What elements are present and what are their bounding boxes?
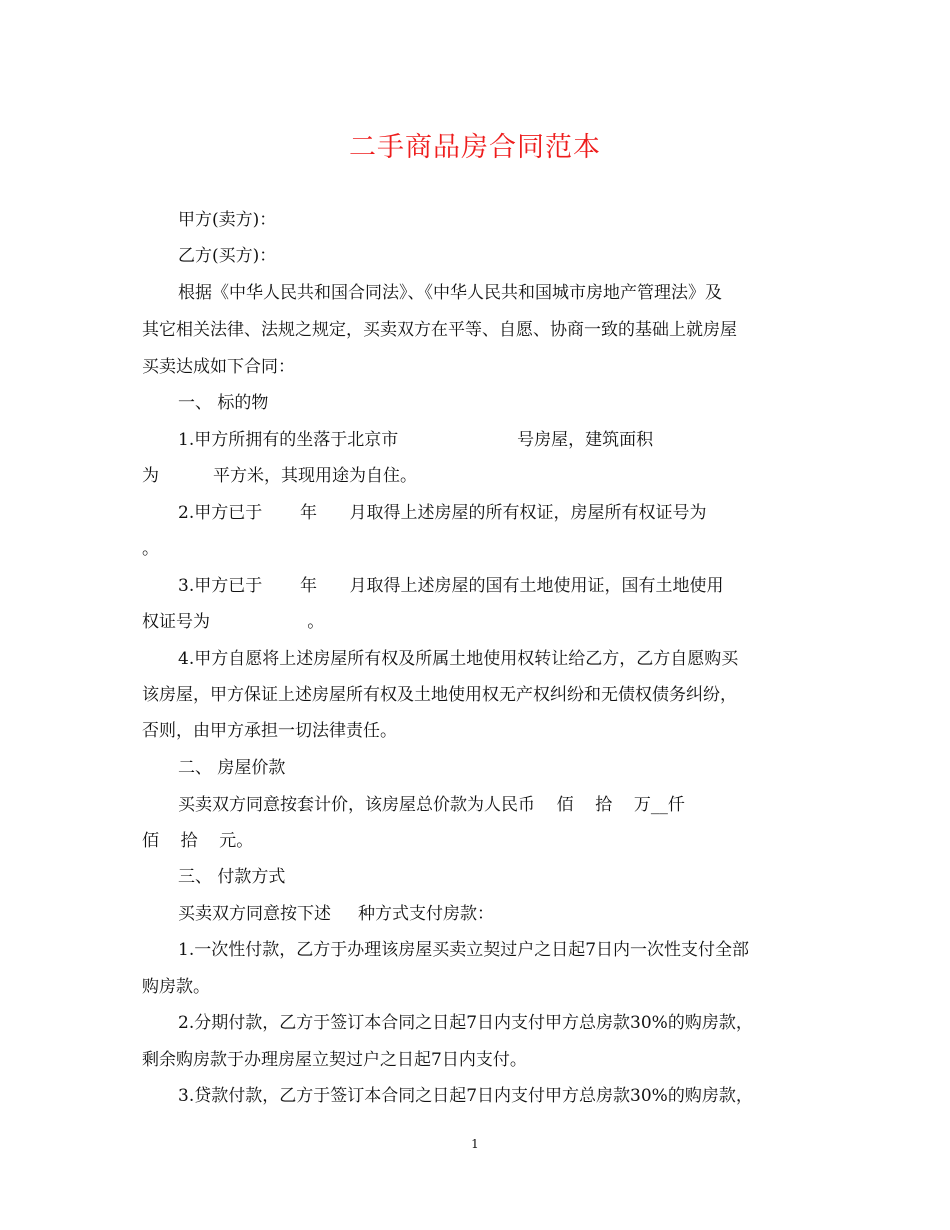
price-line-2: 佰 拾 元。 xyxy=(142,831,254,851)
page-number: 1 xyxy=(471,1137,479,1151)
preamble-line-2: 其它相关法律、法规之规定，买卖双方在平等、自愿、协商一致的基础上就房屋 xyxy=(142,320,737,340)
preamble-line-3: 买卖达成如下合同： xyxy=(142,357,295,377)
clause-1-2-line-1: 2.甲方已于 年 月取得上述房屋的所有权证，房屋所有权证号为 xyxy=(178,503,707,523)
payment-option-1-line-1: 1.一次性付款，乙方于办理该房屋买卖立契过户之日起7日内一次性支付全部 xyxy=(178,940,750,960)
clause-1-1-line-1: 1.甲方所拥有的坐落于北京市 号房屋，建筑面积 xyxy=(178,430,654,450)
contract-title: 二手商品房合同范本 xyxy=(349,132,601,163)
section-1-heading: 一、 标的物 xyxy=(178,393,269,413)
party-b-line: 乙方(买方)： xyxy=(178,246,277,266)
payment-option-3-line-1: 3.贷款付款，乙方于签订本合同之日起7日内支付甲方总房款30%的购房款， xyxy=(178,1086,753,1106)
payment-intro-line: 买卖双方同意按下述 种方式支付房款： xyxy=(178,904,495,924)
payment-option-2-line-1: 2.分期付款，乙方于签订本合同之日起7日内支付甲方总房款30%的购房款， xyxy=(178,1013,753,1033)
clause-1-1-line-2: 为 平方米，其现用途为自住。 xyxy=(142,466,418,486)
price-line-1: 买卖双方同意按套计价，该房屋总价款为人民币 佰 拾 万__仟 xyxy=(178,795,685,815)
clause-1-2-line-2: 。 xyxy=(142,539,159,559)
section-3-heading: 三、 付款方式 xyxy=(178,867,286,887)
clause-1-4-line-3: 否则，由甲方承担一切法律责任。 xyxy=(142,721,397,741)
section-2-heading: 二、 房屋价款 xyxy=(178,758,286,778)
party-a-line: 甲方(卖方)： xyxy=(178,210,277,230)
preamble-line-1: 根据《中华人民共和国合同法》、《中华人民共和国城市房地产管理法》及 xyxy=(178,283,722,303)
clause-1-3-line-2: 权证号为 。 xyxy=(142,612,325,632)
payment-option-1-line-2: 购房款。 xyxy=(142,977,210,997)
clause-1-3-line-1: 3.甲方已于 年 月取得上述房屋的国有土地使用证，国有土地使用 xyxy=(178,576,724,596)
clause-1-4-line-1: 4.甲方自愿将上述房屋所有权及所属土地使用权转让给乙方，乙方自愿购买 xyxy=(178,649,739,669)
clause-1-4-line-2: 该房屋，甲方保证上述房屋所有权及土地使用权无产权纠纷和无债权债务纠纷， xyxy=(142,685,737,705)
payment-option-2-line-2: 剩余购房款于办理房屋立契过户之日起7日内支付。 xyxy=(142,1050,527,1070)
